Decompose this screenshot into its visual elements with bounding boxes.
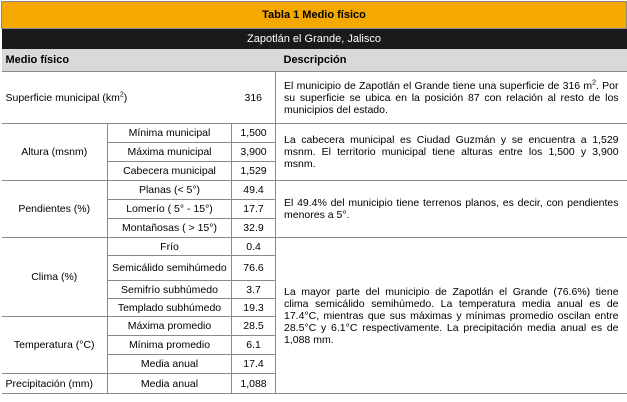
header-row bbox=[2, 49, 627, 72]
pendientes-item-2: Lomerío ( 5° - 15°) bbox=[108, 200, 232, 219]
temperatura-item-3: Media anual bbox=[108, 355, 232, 374]
clima-value-4: 19.3 bbox=[232, 299, 276, 317]
altura-value-3: 1,529 bbox=[232, 162, 276, 181]
header-medio-fisico: Medio físico bbox=[2, 49, 276, 72]
superficie-value: 316 bbox=[232, 72, 276, 124]
temperatura-value-1: 28.5 bbox=[232, 317, 276, 336]
clima-item-1: Frío bbox=[108, 238, 232, 256]
clima-value-2: 76.6 bbox=[232, 256, 276, 281]
clima-value-3: 3.7 bbox=[232, 281, 276, 299]
pendientes-desc: El 49.4% del municipio tiene terrenos planos, es decir, con pendientes menores a 5°. bbox=[276, 181, 627, 238]
temperatura-value-2: 6.1 bbox=[232, 336, 276, 355]
temperatura-item-1: Máxima promedio bbox=[108, 317, 232, 336]
precipitacion-item-1: Media anual bbox=[108, 374, 232, 394]
altura-item-3: Cabecera municipal bbox=[108, 162, 232, 181]
altura-desc: La cabecera municipal es Ciudad Guzmán y se encuentra a 1,529 msnm. El territorio municipal tiene alturas entre los 1,500 y 3,900 msnm. bbox=[276, 124, 627, 181]
pendientes-value-1: 49.4 bbox=[232, 181, 276, 200]
clima-value-1: 0.4 bbox=[232, 238, 276, 256]
superficie-desc: El municipio de Zapotlán el Grande tiene una superficie de 316 $m^2$. Por su superficie se ubica en la posición 87 con relación al resto de los municipios del estado. bbox=[276, 72, 627, 124]
table-subtitle: Zapotlán el Grande, Jalisco bbox=[2, 29, 627, 50]
clima-item-2: Semicálido semihúmedo bbox=[108, 256, 232, 281]
altura-value-1: 1,500 bbox=[232, 124, 276, 143]
clima-item-3: Semifrío subhúmedo bbox=[108, 281, 232, 299]
pendientes-label: Pendientes (%) bbox=[2, 181, 108, 238]
precipitacion-value-1: 1,088 bbox=[232, 374, 276, 394]
clima-desc: La mayor parte del municipio de Zapotlán el Grande (76.6%) tiene clima semicálido semihúmedo. La temperatura media anual es de 17.4°C, mientras que sus máximas y mínimas promedio oscilan entre 28.5°C y 6.1°C respectivamente. La precipitación media anual es de 1,088 mm. bbox=[276, 238, 627, 394]
clima-row-1 bbox=[2, 238, 627, 256]
superficie-label: Superficie municipal $(km^2)$ bbox=[2, 72, 232, 124]
superficie-row bbox=[2, 72, 627, 124]
pendientes-item-3: Montañosas ( > 15°) bbox=[108, 219, 232, 238]
header-descripcion: Descripción bbox=[276, 49, 627, 72]
temperatura-item-2: Mínima promedio bbox=[108, 336, 232, 355]
pendientes-value-2: 17.7 bbox=[232, 200, 276, 219]
altura-value-2: 3,900 bbox=[232, 143, 276, 162]
precipitacion-label: Precipitación (mm) bbox=[2, 374, 108, 394]
altura-label: Altura (msnm) bbox=[2, 124, 108, 181]
table-subtitle-row bbox=[2, 29, 627, 50]
temperatura-value-3: 17.4 bbox=[232, 355, 276, 374]
altura-row-1 bbox=[2, 124, 627, 143]
clima-item-4: Templado subhúmedo bbox=[108, 299, 232, 317]
medio-fisico-table bbox=[1, 1, 627, 394]
table-title-row bbox=[2, 2, 627, 29]
temperatura-label: Temperatura (°C) bbox=[2, 317, 108, 374]
pendientes-value-3: 32.9 bbox=[232, 219, 276, 238]
table-title: Tabla 1 Medio físico bbox=[2, 2, 627, 29]
altura-item-1: Mínima municipal bbox=[108, 124, 232, 143]
clima-label: Clima (%) bbox=[2, 238, 108, 317]
pendientes-row-1 bbox=[2, 181, 627, 200]
pendientes-item-1: Planas (< 5°) bbox=[108, 181, 232, 200]
altura-item-2: Máxima municipal bbox=[108, 143, 232, 162]
